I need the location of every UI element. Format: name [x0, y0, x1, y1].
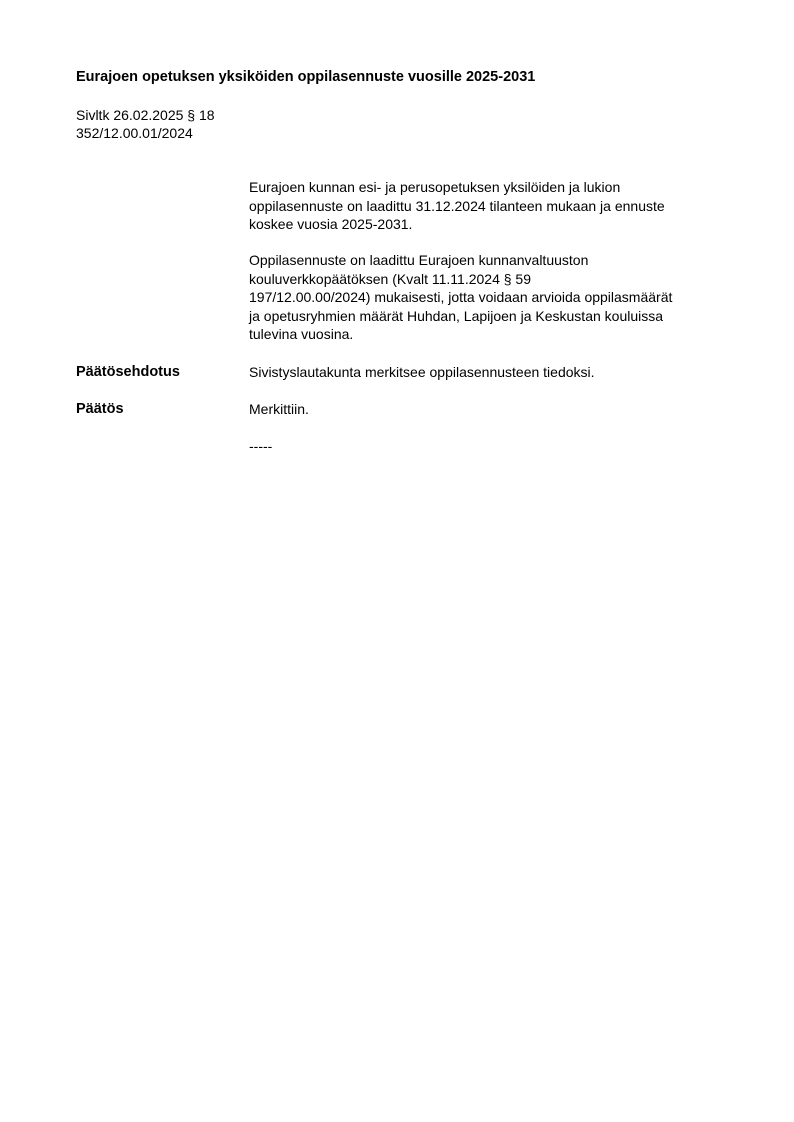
- decision-label: Päätös: [76, 401, 124, 417]
- paragraph-line: 197/12.00.00/2024) mukaisesti, jotta voidaan arvioida oppilasmäärät: [249, 289, 673, 305]
- decision-text: Merkittiin.: [249, 401, 309, 417]
- paragraph-line: Eurajoen kunnan esi- ja perusopetuksen yksilöiden ja lukion: [249, 179, 621, 195]
- end-marker: -----: [249, 438, 273, 454]
- proposal-text: Sivistyslautakunta merkitsee oppilasennusteen tiedoksi.: [249, 364, 595, 380]
- paragraph-line: oppilasennuste on laadittu 31.12.2024 tilanteen mukaan ja ennuste: [249, 197, 665, 214]
- document-title: Eurajoen opetuksen yksiköiden oppilasennuste vuosille 2025-2031: [76, 69, 536, 85]
- paragraph-line: kouluverkkopäätöksen (Kvalt 11.11.2024 § 59: [249, 270, 532, 287]
- proposal-label: Päätösehdotus: [76, 364, 180, 380]
- paragraph-line: Oppilasennuste on laadittu Eurajoen kunnanvaltuuston: [249, 252, 589, 268]
- paragraph-line: ja opetusryhmien määrät Huhdan, Lapijoen ja Keskustan kouluissa: [249, 307, 664, 324]
- paragraph-forecast: [249, 178, 739, 234]
- record-number: 352/12.00.01/2024: [76, 125, 193, 141]
- paragraph-line: koskee vuosia 2025-2031.: [249, 216, 413, 232]
- meeting-reference: Sivltk 26.02.2025 § 18: [76, 107, 215, 123]
- paragraph-line: tulevina vuosina.: [249, 326, 354, 342]
- document-meta: [76, 106, 215, 142]
- paragraph-basis: [249, 251, 739, 344]
